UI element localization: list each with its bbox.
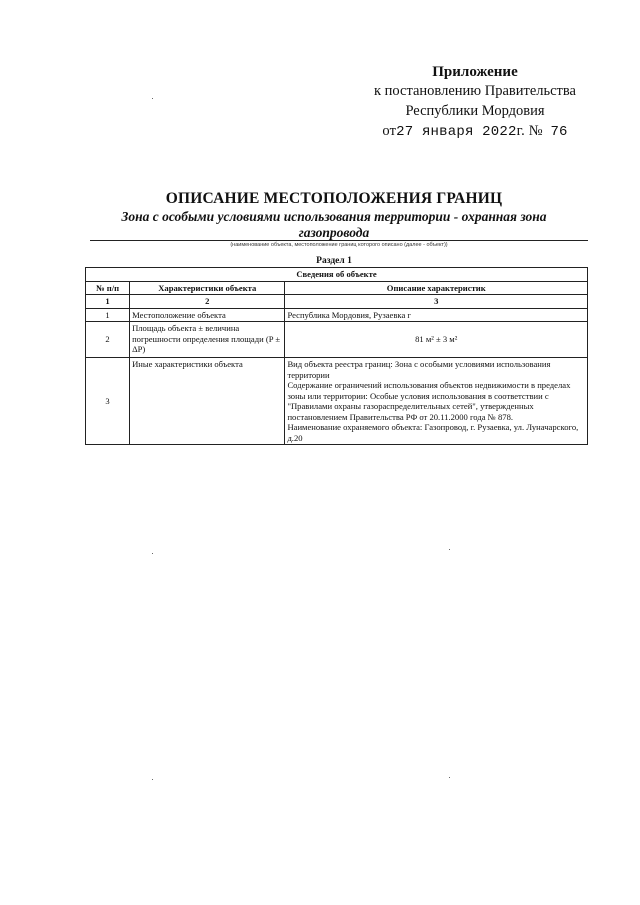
table-section-header: Сведения об объекте [86, 268, 588, 282]
appendix-title: Приложение [432, 64, 518, 80]
scan-speck [449, 549, 450, 550]
document-subtitle [84, 209, 584, 241]
row-description [285, 322, 588, 358]
section-label: Раздел 1 [316, 256, 352, 266]
appendix-date-line [360, 121, 590, 142]
scan-speck [152, 553, 153, 554]
date-prefix: от [382, 123, 397, 139]
description-paragraph: Вид объекта реестра границ: Зона с особыми условиями использования территории [287, 359, 551, 380]
subtitle-line-1: Зона с особыми условиями использования территории - охранная зона [121, 209, 547, 224]
header-characteristic: Характеристики объекта [130, 281, 285, 295]
appendix-line-1: к постановлению Правительства [374, 83, 576, 99]
scan-speck [449, 777, 450, 778]
subtitle-underline [90, 240, 588, 241]
appendix-line-2: Республики Мордовия [405, 103, 545, 119]
description-paragraph: 81 м² ± 3 м² [415, 334, 458, 345]
header-num: № п/п [86, 281, 130, 295]
decree-number: 76 [550, 124, 568, 140]
appendix-block [360, 63, 590, 142]
description-paragraph: Наименование охраняемого объекта: Газопровод, г. Рузаевка, ул. Луначарского, д.20 [287, 422, 579, 443]
scan-speck [152, 779, 153, 780]
row-number: 3 [86, 358, 130, 445]
table-section-header-row [86, 268, 588, 282]
column-number-row [86, 295, 588, 309]
row-number: 1 [86, 308, 130, 322]
scan-speck [152, 98, 153, 99]
table-row [86, 308, 588, 322]
column-number: 1 [86, 295, 130, 309]
row-description [285, 308, 588, 322]
row-number: 2 [86, 322, 130, 358]
header-description: Описание характеристик [285, 281, 588, 295]
subtitle-line-2: газопровода [298, 225, 370, 240]
object-info-table [85, 267, 588, 445]
subtitle-caption: (наименование объекта, местоположение границ которого описано (далее - объект)) [230, 242, 448, 248]
date-value: 27 января 2022 [396, 124, 517, 140]
document-title: ОПИСАНИЕ МЕСТОПОЛОЖЕНИЯ ГРАНИЦ [165, 190, 503, 207]
row-description [285, 358, 588, 445]
description-paragraph: Содержание ограничений использования объектов недвижимости в пределах зоны или территории: Особые условия использования в соответствии с "Правилами охраны газораспределительных сетей", утвержденных постановлением Правительства РФ от 20.11.2000 года № 878. [287, 380, 571, 422]
table-row [86, 322, 588, 358]
column-number: 3 [285, 295, 588, 309]
table-header-row [86, 281, 588, 295]
row-characteristic: Иные характеристики объекта [130, 358, 285, 445]
date-suffix: г. № [516, 123, 543, 139]
description-paragraph: Республика Мордовия, Рузаевка г [287, 309, 411, 320]
row-characteristic: Местоположение объекта [130, 308, 285, 322]
row-characteristic: Площадь объекта ± величина погрешности определения площади (P ± ΔP) [130, 322, 285, 358]
column-number: 2 [130, 295, 285, 309]
table-row [86, 358, 588, 445]
